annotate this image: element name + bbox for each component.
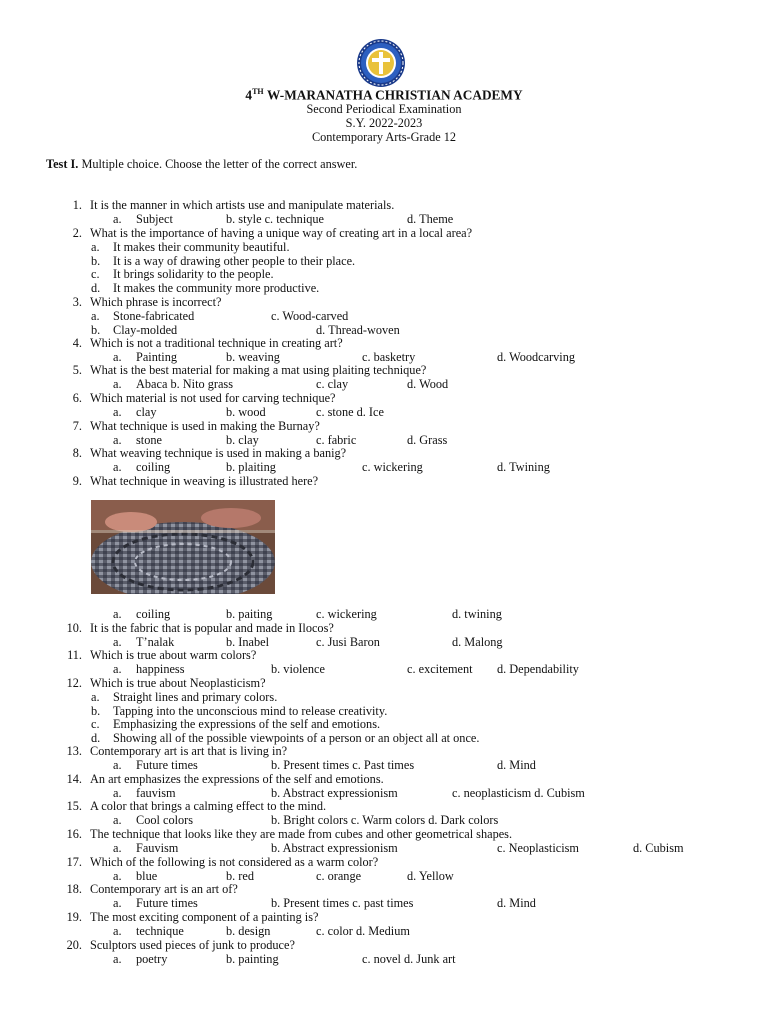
option-20-1[interactable]: poetry bbox=[136, 951, 168, 966]
option-19-1[interactable]: technique bbox=[136, 923, 184, 938]
option-19-0[interactable]: a. bbox=[113, 923, 122, 938]
option-3-0-0[interactable]: a. bbox=[91, 308, 100, 323]
option-16-2[interactable]: b. Abstract expressionism bbox=[271, 840, 398, 855]
option-letter[interactable]: a. bbox=[91, 239, 100, 254]
option-8-1[interactable]: coiling bbox=[136, 459, 171, 474]
option-text[interactable]: Straight lines and primary colors. bbox=[113, 689, 278, 704]
option-14-2[interactable]: b. Abstract expressionism bbox=[271, 785, 398, 800]
school-seal-icon bbox=[356, 38, 406, 88]
test-label: Test I. bbox=[46, 157, 79, 171]
weaving-photo bbox=[91, 500, 275, 594]
question-text: Which phrase is incorrect? bbox=[90, 295, 222, 309]
option-1-1[interactable]: Subject bbox=[136, 211, 173, 226]
option-17-1[interactable]: blue bbox=[136, 868, 158, 883]
question-number: 1. bbox=[72, 198, 82, 212]
option-4-1[interactable]: Painting bbox=[136, 349, 177, 364]
option-16-4[interactable]: d. Cubism bbox=[633, 840, 684, 855]
option-1-0[interactable]: a. bbox=[113, 211, 122, 226]
option-10-2[interactable]: b. Inabel bbox=[226, 634, 270, 649]
option-10-1[interactable]: T’nalak bbox=[136, 634, 175, 649]
question-text: The technique that looks like they are made from cubes and other geometrical shapes. bbox=[90, 827, 513, 841]
question-number: 4. bbox=[72, 336, 82, 350]
school-logo bbox=[356, 38, 406, 88]
option-1-2[interactable]: b. style c. technique bbox=[226, 211, 325, 226]
option-18-3[interactable]: d. Mind bbox=[497, 895, 536, 910]
question-number: 10. bbox=[66, 621, 82, 635]
option-3-1-1[interactable]: Clay-molded bbox=[113, 322, 178, 337]
option-letter[interactable]: c. bbox=[91, 267, 100, 282]
option-11-3[interactable]: c. excitement bbox=[407, 661, 473, 676]
option-text[interactable]: Emphasizing the expressions of the self and emotions. bbox=[113, 717, 381, 732]
question-number: 9. bbox=[72, 474, 82, 488]
question-number: 2. bbox=[72, 226, 82, 240]
option-letter[interactable]: d. bbox=[91, 731, 101, 746]
subject-title: Contemporary Arts-Grade 12 bbox=[311, 130, 457, 144]
option-6-3[interactable]: c. stone d. Ice bbox=[316, 404, 384, 419]
option-5-0[interactable]: a. bbox=[113, 376, 122, 391]
question-text: What is the importance of having a unique way of creating art in a local area? bbox=[90, 226, 473, 240]
option-letter[interactable]: b. bbox=[91, 253, 101, 268]
option-9-0[interactable]: a. bbox=[113, 607, 122, 621]
question-text: Contemporary art is art that is living in? bbox=[90, 744, 288, 758]
option-15-0[interactable]: a. bbox=[113, 812, 122, 827]
option-3-1-0[interactable]: b. bbox=[91, 322, 101, 337]
option-text[interactable]: Showing all of the possible viewpoints of a person or an object all at once. bbox=[113, 731, 480, 746]
question-text: Sculptors used pieces of junk to produce? bbox=[90, 938, 295, 952]
question-text: A color that brings a calming effect to the mind. bbox=[90, 799, 327, 813]
option-3-0-1[interactable]: Stone-fabricated bbox=[113, 308, 195, 323]
option-7-0[interactable]: a. bbox=[113, 432, 122, 447]
option-letter[interactable]: b. bbox=[91, 703, 101, 718]
option-7-3[interactable]: c. fabric bbox=[316, 432, 357, 447]
option-17-0[interactable]: a. bbox=[113, 868, 122, 883]
question-text: It is the fabric that is popular and made in Ilocos? bbox=[90, 621, 334, 635]
option-13-3[interactable]: d. Mind bbox=[497, 757, 536, 772]
option-9-4[interactable]: d. twining bbox=[452, 607, 502, 621]
option-16-3[interactable]: c. Neoplasticism bbox=[497, 840, 579, 855]
option-1-3[interactable]: d. Theme bbox=[407, 211, 454, 226]
question-text: What technique in weaving is illustrated here? bbox=[90, 474, 319, 488]
question-number: 18. bbox=[66, 882, 82, 896]
option-13-0[interactable]: a. bbox=[113, 757, 122, 772]
question-number: 7. bbox=[72, 419, 82, 433]
option-15-1[interactable]: Cool colors bbox=[136, 812, 194, 827]
option-19-2[interactable]: b. design bbox=[226, 923, 271, 938]
question-number: 19. bbox=[66, 910, 82, 924]
option-5-2[interactable]: c. clay bbox=[316, 376, 349, 391]
question-text: What weaving technique is used in making a banig? bbox=[90, 446, 347, 460]
option-7-1[interactable]: stone bbox=[136, 432, 162, 447]
question-text: Contemporary art is an art of? bbox=[90, 882, 238, 896]
option-13-2[interactable]: b. Present times c. Past times bbox=[271, 757, 415, 772]
question-number: 13. bbox=[66, 744, 82, 758]
option-18-0[interactable]: a. bbox=[113, 895, 122, 910]
option-9-3[interactable]: c. wickering bbox=[316, 607, 377, 621]
option-13-1[interactable]: Future times bbox=[136, 757, 198, 772]
question-text: The most exciting component of a painting is? bbox=[90, 910, 319, 924]
option-10-0[interactable]: a. bbox=[113, 634, 122, 649]
option-18-2[interactable]: b. Present times c. past times bbox=[271, 895, 414, 910]
option-16-0[interactable]: a. bbox=[113, 840, 122, 855]
option-8-0[interactable]: a. bbox=[113, 459, 122, 474]
question-number: 11. bbox=[67, 648, 82, 662]
option-14-3[interactable]: c. neoplasticism d. Cubism bbox=[452, 785, 585, 800]
option-8-3[interactable]: c. wickering bbox=[362, 459, 423, 474]
school-year: S.Y. 2022-2023 bbox=[345, 116, 423, 130]
option-11-1[interactable]: happiness bbox=[136, 661, 185, 676]
question-number: 12. bbox=[66, 676, 82, 690]
question-text: What technique is used in making the Burnay? bbox=[90, 419, 320, 433]
option-17-3[interactable]: c. orange bbox=[316, 868, 362, 883]
option-10-3[interactable]: c. Jusi Baron bbox=[316, 634, 380, 649]
option-10-4[interactable]: d. Malong bbox=[452, 634, 503, 649]
option-14-0[interactable]: a. bbox=[113, 785, 122, 800]
option-6-2[interactable]: b. wood bbox=[226, 404, 266, 419]
option-text[interactable]: It makes the community more productive. bbox=[113, 281, 320, 296]
question-number: 8. bbox=[72, 446, 82, 460]
option-15-2[interactable]: b. Bright colors c. Warm colors d. Dark colors bbox=[271, 812, 499, 827]
test-instructions bbox=[46, 157, 357, 172]
option-20-3[interactable]: c. novel d. Junk art bbox=[362, 951, 456, 966]
option-18-1[interactable]: Future times bbox=[136, 895, 198, 910]
exam-title: Second Periodical Examination bbox=[306, 102, 462, 116]
option-letter[interactable]: a. bbox=[91, 689, 100, 704]
option-7-4[interactable]: d. Grass bbox=[407, 432, 448, 447]
question-number: 16. bbox=[66, 827, 82, 841]
option-11-2[interactable]: b. violence bbox=[271, 661, 325, 676]
option-9-2[interactable]: b. paiting bbox=[226, 607, 273, 621]
question-number: 6. bbox=[72, 391, 82, 405]
option-text[interactable]: It is a way of drawing other people to their place. bbox=[113, 253, 356, 268]
option-19-3[interactable]: c. color d. Medium bbox=[316, 923, 410, 938]
option-7-2[interactable]: b. clay bbox=[226, 432, 259, 447]
option-17-4[interactable]: d. Yellow bbox=[407, 868, 454, 883]
option-4-3[interactable]: c. basketry bbox=[362, 349, 416, 364]
question-text: It is the manner in which artists use and manipulate materials. bbox=[90, 198, 395, 212]
option-16-1[interactable]: Fauvism bbox=[136, 840, 179, 855]
option-20-2[interactable]: b. painting bbox=[226, 951, 279, 966]
question-text: Which is not a traditional technique in creating art? bbox=[90, 336, 343, 350]
question-number: 3. bbox=[72, 295, 82, 309]
option-6-1[interactable]: clay bbox=[136, 404, 157, 419]
question-number: 5. bbox=[72, 363, 82, 377]
question-number: 15. bbox=[66, 799, 82, 813]
option-9-1[interactable]: coiling bbox=[136, 607, 171, 621]
option-text[interactable]: It makes their community beautiful. bbox=[113, 239, 290, 254]
question-text: What is the best material for making a mat using plaiting technique? bbox=[90, 363, 427, 377]
option-8-4[interactable]: d. Twining bbox=[497, 459, 550, 474]
question-text: Which is true about warm colors? bbox=[90, 648, 257, 662]
instruction-text: Multiple choice. Choose the letter of the correct answer. bbox=[81, 157, 358, 171]
question-text: Which material is not used for carving technique? bbox=[90, 391, 336, 405]
option-text[interactable]: It brings solidarity to the people. bbox=[113, 267, 274, 282]
school-name: 4TH W-MARANATHA CHRISTIAN ACADEMY bbox=[245, 87, 523, 103]
question-number: 20. bbox=[66, 938, 82, 952]
option-6-0[interactable]: a. bbox=[113, 404, 122, 419]
option-4-2[interactable]: b. weaving bbox=[226, 349, 280, 364]
option-4-0[interactable]: a. bbox=[113, 349, 122, 364]
question-text: An art emphasizes the expressions of the self and emotions. bbox=[90, 772, 384, 786]
option-4-4[interactable]: d. Woodcarving bbox=[497, 349, 576, 364]
option-17-2[interactable]: b. red bbox=[226, 868, 254, 883]
question-text: Which is true about Neoplasticism? bbox=[90, 676, 266, 690]
option-3-0-2[interactable]: c. Wood-carved bbox=[271, 308, 349, 323]
option-letter[interactable]: c. bbox=[91, 717, 100, 732]
option-11-4[interactable]: d. Dependability bbox=[497, 661, 579, 676]
option-11-0[interactable]: a. bbox=[113, 661, 122, 676]
question-text: Which of the following is not considered as a warm color? bbox=[90, 855, 379, 869]
option-3-1-2[interactable]: d. Thread-woven bbox=[316, 322, 400, 337]
option-letter[interactable]: d. bbox=[91, 281, 101, 296]
option-14-1[interactable]: fauvism bbox=[136, 785, 176, 800]
option-5-3[interactable]: d. Wood bbox=[407, 376, 449, 391]
option-20-0[interactable]: a. bbox=[113, 951, 122, 966]
option-5-1[interactable]: Abaca b. Nito grass bbox=[136, 376, 233, 391]
option-8-2[interactable]: b. plaiting bbox=[226, 459, 276, 474]
question-number: 17. bbox=[66, 855, 82, 869]
option-text[interactable]: Tapping into the unconscious mind to release creativity. bbox=[113, 703, 388, 718]
question-number: 14. bbox=[66, 772, 82, 786]
